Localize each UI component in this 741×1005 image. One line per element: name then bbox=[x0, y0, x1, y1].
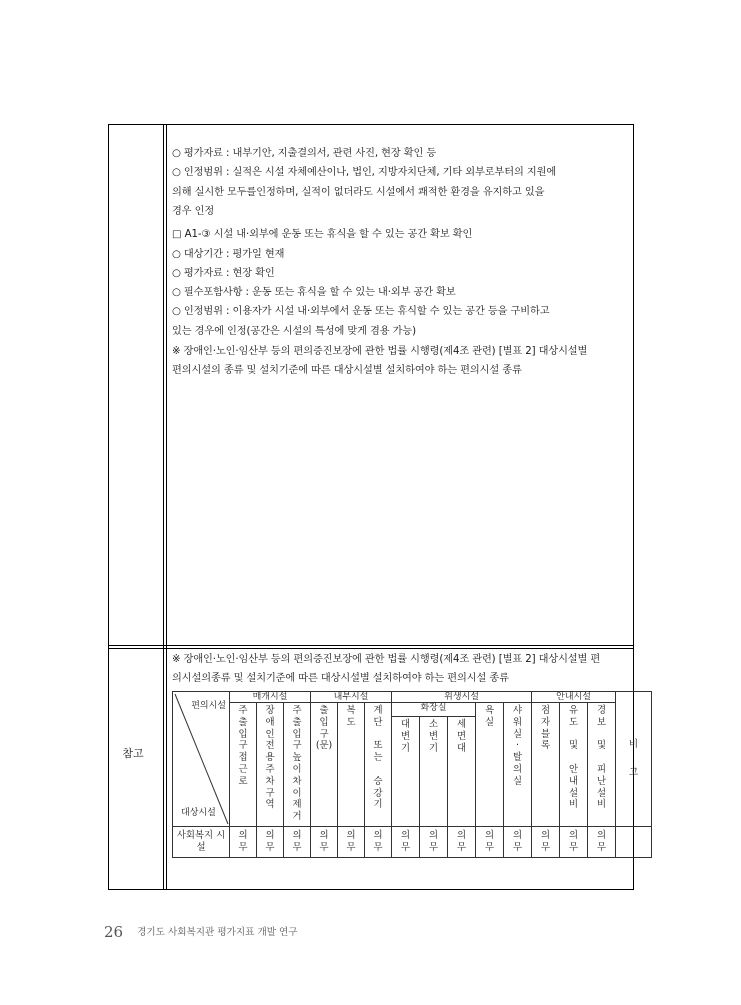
footer-title: 경기도 사회복지관 평가지표 개발 연구 bbox=[137, 927, 298, 938]
column-divider-double bbox=[166, 125, 167, 889]
column-header bbox=[476, 703, 504, 827]
column-header bbox=[532, 703, 560, 827]
column-header bbox=[392, 717, 420, 827]
column-header bbox=[420, 717, 448, 827]
page-footer bbox=[104, 922, 298, 941]
column-header bbox=[284, 703, 311, 827]
text-line: ○ 평가자료 : 현장 확인 bbox=[172, 268, 275, 279]
group-header: 안내시설 bbox=[532, 692, 616, 703]
column-header-text: 출 입 구 (문) bbox=[315, 705, 333, 752]
table-cell: 의 무 bbox=[504, 827, 532, 858]
group-header: 내부시설 bbox=[311, 692, 392, 703]
text-line: ※ 장애인·노인·임산부 등의 편의증진보장에 관한 법률 시행령(제4조 관련) [별표 2] 대상시설별 bbox=[172, 346, 588, 357]
column-header-text: 점 자 블 록 bbox=[541, 705, 551, 752]
row-divider-double bbox=[109, 648, 633, 649]
text-line: 경우 인정 bbox=[172, 206, 215, 217]
table-cell: 의 무 bbox=[448, 827, 476, 858]
reference-label: 참고 bbox=[122, 747, 144, 760]
column-header-text: 경 보 및 피 난 설 비 bbox=[597, 705, 607, 811]
remark-header: 비 고 bbox=[616, 692, 652, 827]
text-line: 의해 실시한 모두를인정하며, 실적이 없더라도 시설에서 쾌적한 환경을 유지하고 있을 bbox=[172, 187, 545, 198]
column-header-text: 장 애 인 전 용 주 차 구 역 bbox=[265, 705, 275, 811]
table-cell: 의 무 bbox=[365, 827, 392, 858]
text-line: ○ 평가자료 : 내부기안, 지출결의서, 관련 사진, 현장 확인 등 bbox=[172, 148, 437, 159]
column-header-text: 계 단 또 는 승 강 기 bbox=[373, 705, 383, 811]
column-header-text: 샤 워 실 · 탈 의 실 bbox=[513, 705, 523, 787]
column-header bbox=[230, 703, 257, 827]
column-header bbox=[257, 703, 284, 827]
table-cell: 의 무 bbox=[338, 827, 365, 858]
column-header-text: 주 출 입 구 접 근 로 bbox=[238, 705, 248, 787]
column-header-text: 유 도 및 안 내 설 비 bbox=[569, 705, 579, 811]
table-corner bbox=[173, 692, 230, 827]
column-header-text: 소 변 기 bbox=[429, 719, 439, 754]
column-header bbox=[504, 703, 532, 827]
page-number: 26 bbox=[104, 923, 124, 941]
text-line: ○ 필수포함사항 : 운동 또는 휴식을 할 수 있는 내·외부 공간 확보 bbox=[172, 287, 456, 298]
row-divider bbox=[109, 645, 633, 646]
table-cell: 의 무 bbox=[311, 827, 338, 858]
note-line: ※ 장애인·노인·임산부 등의 편의증진보장에 관한 법률 시행령(제4조 관련) [별표 2] 대상시설별 편 bbox=[172, 654, 601, 665]
column-header bbox=[448, 717, 476, 827]
column-header bbox=[560, 703, 588, 827]
column-header bbox=[365, 703, 392, 827]
table-cell: 의 무 bbox=[588, 827, 616, 858]
note-line: 의시설의종류 및 설치기준에 따른 대상시설별 설치하여야 하는 편의시설 종류 bbox=[172, 673, 509, 684]
table-cell: 의 무 bbox=[532, 827, 560, 858]
table-cell: 의 무 bbox=[560, 827, 588, 858]
row-label: 사회복지 시설 bbox=[173, 827, 230, 858]
table-cell: 의 무 bbox=[392, 827, 420, 858]
table-cell: 의 무 bbox=[257, 827, 284, 858]
text-line: 있는 경우에 인정(공간은 시설의 특성에 맞게 겸용 가능) bbox=[172, 326, 417, 337]
text-line: □ A1-③ 시설 내·외부에 운동 또는 휴식을 할 수 있는 공간 확보 확인 bbox=[172, 229, 473, 240]
text-line: ○ 인정범위 : 실적은 시설 자체예산이나, 법인, 지방자치단체, 기타 외부로부터의 지원에 bbox=[172, 167, 557, 178]
column-header-text: 대 변 기 bbox=[401, 719, 411, 754]
column-header bbox=[311, 703, 338, 827]
column-divider bbox=[163, 125, 164, 889]
remark-cell bbox=[616, 827, 652, 858]
table-cell: 의 무 bbox=[230, 827, 257, 858]
column-header-text: 세 면 대 bbox=[457, 719, 467, 754]
facility-table bbox=[172, 691, 652, 858]
column-header bbox=[588, 703, 616, 827]
corner-bottom-label: 대상시설 bbox=[181, 808, 216, 818]
subgroup-header: 화장실 bbox=[392, 703, 476, 717]
group-header: 위생시설 bbox=[392, 692, 532, 703]
table-cell: 의 무 bbox=[476, 827, 504, 858]
column-header bbox=[338, 703, 365, 827]
text-line: ○ 인정범위 : 이용자가 시설 내·외부에서 운동 또는 휴식할 수 있는 공간 등을 구비하고 bbox=[172, 306, 550, 317]
column-header-text: 복 도 bbox=[346, 705, 356, 728]
column-header-text: 주 출 입 구 높 이 차 이 제 거 bbox=[292, 705, 302, 823]
column-header-text: 욕 실 bbox=[485, 705, 495, 728]
text-line: 편의시설의 종류 및 설치기준에 따른 대상시설별 설치하여야 하는 편의시설 종류 bbox=[172, 365, 522, 376]
table-cell: 의 무 bbox=[420, 827, 448, 858]
corner-top-label: 편의시설 bbox=[191, 701, 226, 711]
group-header: 매개시설 bbox=[230, 692, 311, 703]
text-line: ○ 대상기간 : 평가일 현재 bbox=[172, 249, 285, 260]
table-cell: 의 무 bbox=[284, 827, 311, 858]
